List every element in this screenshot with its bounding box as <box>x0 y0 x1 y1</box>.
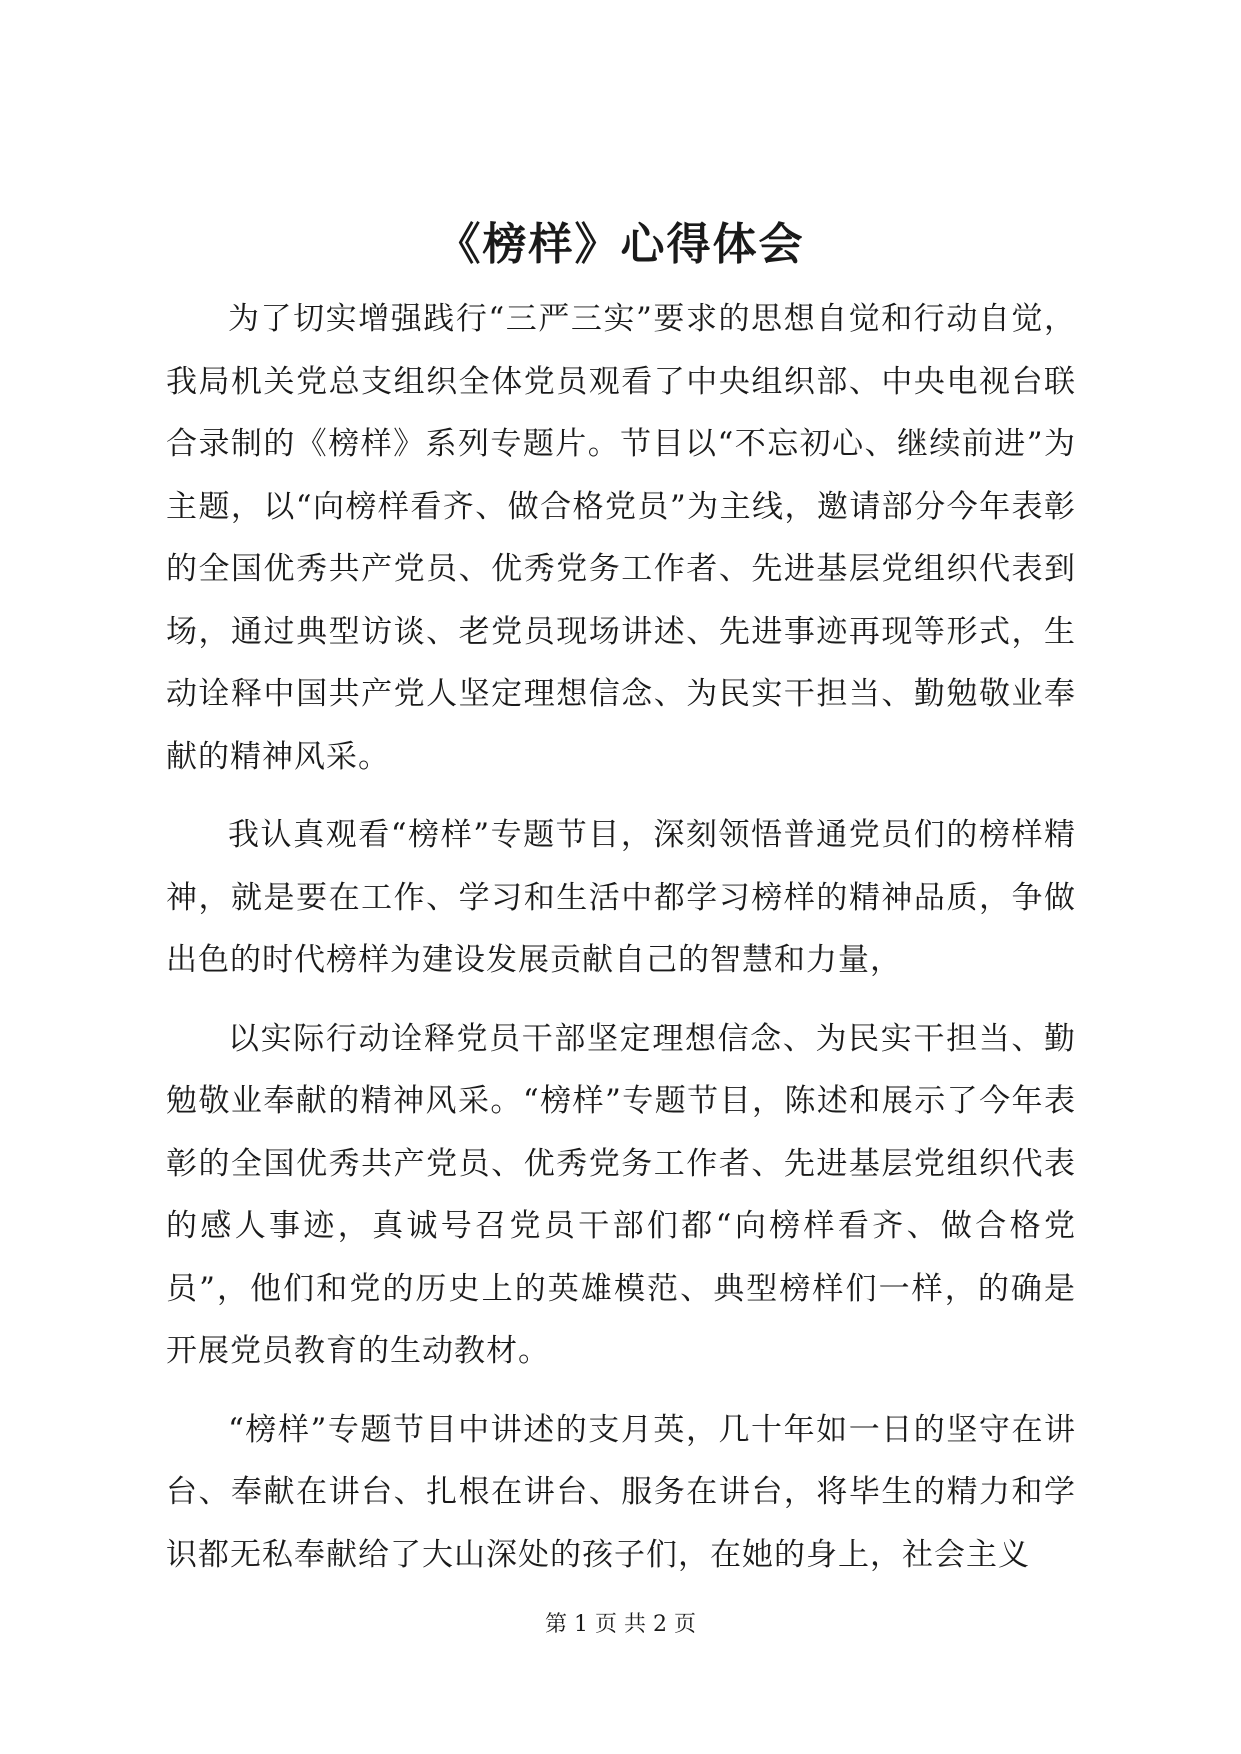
page-number-label: 第 1 页 共 2 页 <box>545 1612 696 1637</box>
paragraph-2: 我认真观看“榜样”专题节目，深刻领悟普通党员们的榜样精神，就是要在工作、学习和生活中都学习榜样的精神品质，争做出色的时代榜样为建设发展贡献自己的智慧和力量， <box>166 817 1076 978</box>
document-title: 《榜样》心得体会 <box>436 219 805 270</box>
paragraph-3: 以实际行动诠释党员干部坚定理想信念、为民实干担当、勤勉敬业奉献的精神风采。“榜样”专题节目，陈述和展示了今年表彰的全国优秀共产党员、优秀党务工作者、先进基层党组织代表的感人事迹，真诚号召党员干部们都“向榜样看齐、做合格党员”，他们和党的历史上的英雄模范、典型榜样们一样，的确是开展党员教育的生动教材。 <box>166 1020 1076 1369</box>
document-body <box>166 288 1076 1586</box>
paragraph-4: “榜样”专题节目中讲述的支月英，几十年如一日的坚守在讲台、奉献在讲台、扎根在讲台、服务在讲台，将毕生的精力和学识都无私奉献给了大山深处的孩子们，在她的身上，社会主义 <box>166 1411 1076 1573</box>
page-footer <box>0 1610 1241 1640</box>
paragraph-1: 为了切实增强践行“三严三实”要求的思想自觉和行动自觉，我局机关党总支组织全体党员观看了中央组织部、中央电视台联合录制的《榜样》系列专题片。节目以“不忘初心、继续前进”为主题，以“向榜样看齐、做合格党员”为主线，邀请部分今年表彰的全国优秀共产党员、优秀党务工作者、先进基层党组织代表到场，通过典型访谈、老党员现场讲述、先进事迹再现等形式，生动诠释中国共产党人坚定理想信念、为民实干担当、勤勉敬业奉献的精神风采。 <box>166 301 1076 775</box>
